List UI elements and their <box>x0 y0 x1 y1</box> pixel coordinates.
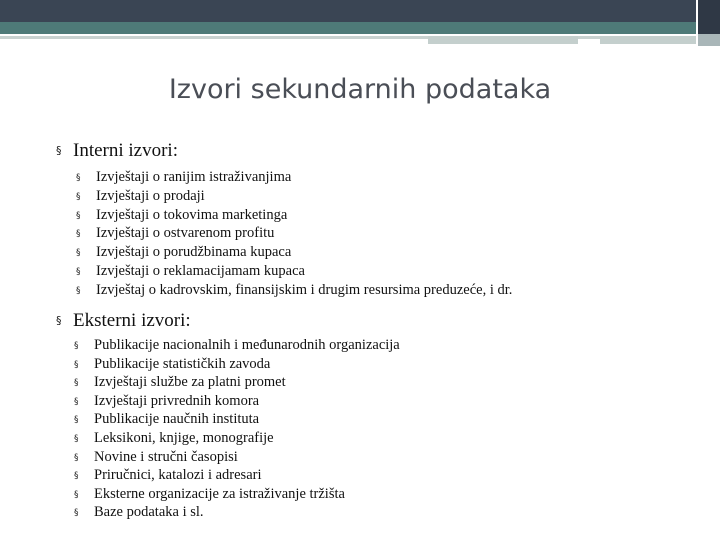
list-item-text: Leksikoni, knjige, monografije <box>94 429 274 446</box>
list-item <box>74 336 400 355</box>
bullet-icon: § <box>76 191 81 202</box>
list-item-text: Izvještaji o tokovima marketinga <box>96 206 288 223</box>
list-item-text: Izvještaji o prodaji <box>96 187 205 204</box>
bullet-icon: § <box>76 210 81 221</box>
header-accent-left <box>428 36 578 44</box>
list-item-text: Publikacije naučnih instituta <box>94 411 260 428</box>
bullet-icon: § <box>74 508 79 519</box>
bullet-icon: § <box>74 396 79 407</box>
bullet-icon: § <box>74 433 79 444</box>
list-item <box>74 410 400 429</box>
header-bar-thin <box>0 36 696 39</box>
header-accent-right <box>600 36 696 44</box>
bullet-icon: § <box>56 144 62 157</box>
list-item-text: Priručnici, katalozi i adresari <box>94 467 262 484</box>
list-item <box>74 448 400 467</box>
section-heading <box>56 310 400 332</box>
list-item <box>74 392 400 411</box>
bullet-icon: § <box>76 173 81 183</box>
section-internal-sources <box>56 140 512 300</box>
list-item-text: Publikacije nacionalnih i međunarodnih organizacija <box>94 337 400 353</box>
list-item-text: Izvještaji službe za platni promet <box>94 374 286 391</box>
external-sources-list <box>74 336 400 522</box>
list-item <box>76 187 512 206</box>
bullet-icon: § <box>76 266 81 277</box>
list-item <box>76 206 512 225</box>
bullet-icon: § <box>74 489 79 500</box>
bullet-icon: § <box>56 314 62 327</box>
list-item <box>76 262 512 281</box>
header-bar-dark <box>0 0 696 22</box>
bullet-icon: § <box>74 341 79 351</box>
list-item-text: Izvještaji o reklamacijamam kupaca <box>96 262 305 279</box>
header-bar-teal <box>0 22 696 34</box>
section-external-sources <box>56 310 400 522</box>
list-item <box>76 281 512 300</box>
list-item <box>76 224 512 243</box>
corner-block-light <box>698 34 720 46</box>
list-item <box>76 168 512 187</box>
slide-title: Izvori sekundarnih podataka <box>168 74 552 105</box>
list-item-text: Baze podataka i sl. <box>94 504 204 521</box>
list-item-text: Izvještaj o kadrovskim, finansijskim i drugim resursima preduzeće, i dr. <box>96 281 513 298</box>
bullet-icon: § <box>76 229 81 240</box>
section-label: Interni izvori: <box>73 140 178 161</box>
list-item <box>74 503 400 522</box>
bullet-icon: § <box>74 471 79 482</box>
list-item <box>76 243 512 262</box>
list-item <box>74 355 400 374</box>
list-item-text: Publikacije statističkih zavoda <box>94 355 271 372</box>
list-item <box>74 485 400 504</box>
bullet-icon: § <box>74 378 79 389</box>
list-item <box>74 373 400 392</box>
bullet-icon: § <box>74 359 79 370</box>
bullet-icon: § <box>74 452 79 463</box>
bullet-icon: § <box>76 285 81 296</box>
section-heading <box>56 140 512 162</box>
list-item-text: Izvještaji o ranijim istraživanjima <box>96 169 292 185</box>
corner-block-dark <box>698 0 720 34</box>
list-item-text: Izvještaji o ostvarenom profitu <box>96 225 275 242</box>
bullet-icon: § <box>76 248 81 259</box>
internal-sources-list <box>76 168 512 300</box>
list-item-text: Izvještaji privrednih komora <box>94 392 260 409</box>
bullet-icon: § <box>74 415 79 426</box>
list-item <box>74 466 400 485</box>
list-item-text: Eksterne organizacije za istraživanje tržišta <box>94 485 345 502</box>
section-label: Eksterni izvori: <box>73 310 191 331</box>
list-item-text: Novine i stručni časopisi <box>94 448 238 465</box>
list-item <box>74 429 400 448</box>
list-item-text: Izvještaji o porudžbinama kupaca <box>96 244 292 261</box>
